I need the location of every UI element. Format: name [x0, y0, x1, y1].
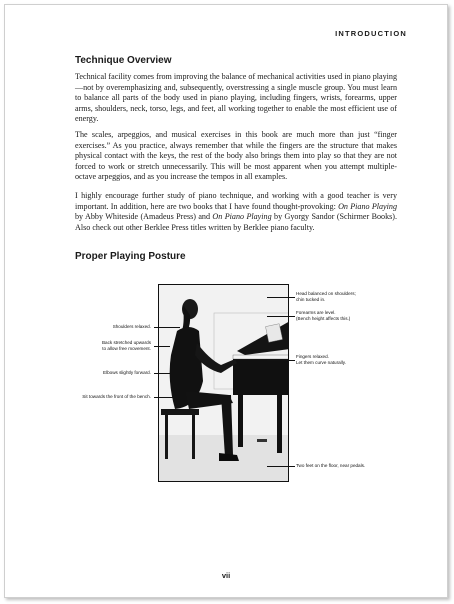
book-title-sandor: On Piano Playing: [212, 212, 272, 222]
leader-fingers: [267, 360, 295, 361]
leader-elbows: [154, 373, 190, 374]
caption-back: [102, 340, 151, 352]
caption-head-line1: Head balanced on shoulders;: [296, 291, 356, 296]
paragraph-technique-1: Technical facility comes from improving the balance of mechanical activities used in piano playing—not by overemphasizing and, subsequently, overstressing a single muscle group. You must learn to balance all parts of the body used in piano playing, including fingers, wrists, forearms, upper arms, shoulders, neck, torso, legs, and feet, all working together to enable the most efficient use of energy.: [75, 72, 397, 124]
caption-fingers: [296, 354, 346, 366]
caption-fingers-line1: Fingers relaxed.: [296, 354, 329, 359]
caption-sit: [82, 394, 151, 400]
running-head: INTRODUCTION: [335, 29, 407, 38]
p3-text-a: I highly encourage further study of piano technique, and working with a good teacher is very important. In addition, here are two books that I have found thought-provoking:: [75, 191, 397, 211]
caption-back-line1: Back stretched upwards: [101, 340, 151, 345]
caption-forearms-line1: Forearms are level.: [296, 310, 336, 315]
heading-proper-playing-posture: Proper Playing Posture: [75, 251, 186, 262]
caption-feet: [296, 463, 365, 469]
caption-head: [296, 291, 356, 303]
caption-fingers-line2: Let them curve naturally.: [296, 360, 346, 365]
leader-sit: [154, 397, 176, 398]
caption-forearms-line2: (Bench height affects this.): [296, 316, 351, 321]
caption-back-line2: to allow free movement.: [102, 346, 151, 351]
pianist-illustration: [159, 285, 289, 482]
leader-shoulders: [154, 327, 180, 328]
caption-feet-line1: Two feet on the floor, near pedals.: [296, 463, 366, 468]
leader-forearms: [267, 316, 295, 317]
leader-back: [154, 346, 170, 347]
heading-technique-overview: Technique Overview: [75, 55, 172, 66]
book-title-whiteside: On Piano Playing: [338, 201, 397, 211]
caption-elbows-line1: Elbows slightly forward.: [103, 370, 151, 375]
caption-elbows: [103, 370, 151, 376]
leader-feet: [267, 466, 295, 467]
caption-forearms: [296, 310, 350, 322]
p3-text-c: by Abby Whiteside (Amadeus Press) and: [75, 212, 213, 222]
posture-photo: [158, 284, 289, 482]
p3-text-e: by Gyorgy Sandor (Schirmer Books). Also check out other Berklee Press titles written by Berklee piano faculty.: [75, 212, 397, 232]
caption-shoulders: [113, 324, 151, 330]
page-number: vii: [221, 571, 231, 580]
caption-sit-line1: Sit towards the front of the bench.: [82, 394, 151, 399]
paragraph-technique-2: The scales, arpeggios, and musical exercises in this book are much more than just “finger exercises.” As you practice, always remember that while the fingers are the structure that makes physical contact with the keys, the rest of the body also brings them into play so that they are not forced to work or stretch unnecessarily. This will be most apparent when you attempt multiple-octave arpeggios, and as you increase the tempos in all examples.: [75, 130, 397, 182]
leader-head: [267, 297, 295, 298]
book-page: [4, 4, 448, 598]
caption-head-line2: chin tucked in.: [296, 297, 326, 302]
caption-shoulders-line1: Shoulders relaxed.: [112, 324, 151, 329]
paragraph-technique-3: [75, 191, 397, 233]
